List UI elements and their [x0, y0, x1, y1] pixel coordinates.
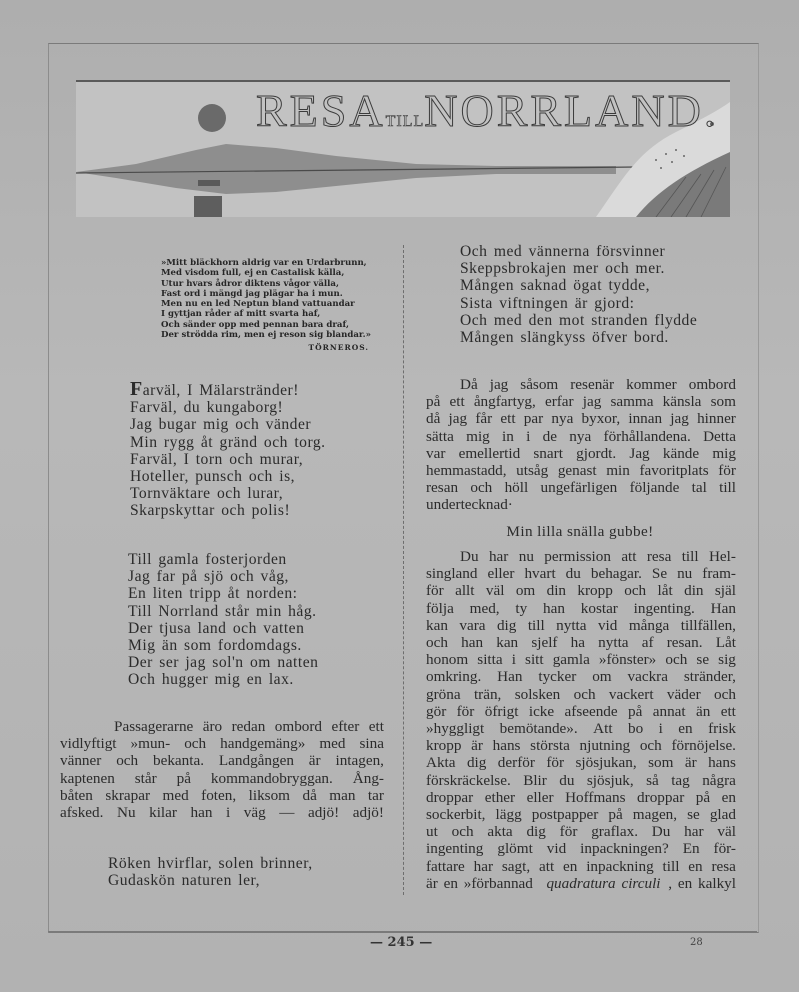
paragraph-resenar [426, 376, 736, 514]
verse-line: Tornväktare och lurar, [130, 485, 284, 503]
stanza-roken [108, 855, 313, 889]
verse-line: Jag bugar mig och vänder [130, 416, 312, 434]
verse-line: Der tjusa land och vatten [128, 619, 305, 637]
prose-line: för allt väl om din kropp och låt din själ [426, 582, 736, 600]
verse-line: Skeppsbrokajen mer och mer. [460, 260, 665, 278]
page-number: — 245 — [370, 935, 433, 950]
verse-line: Och med vännerna försvinner [460, 243, 666, 260]
prose-line: vidlyftigt »mun- och handgemäng» med sina [60, 735, 384, 753]
title-word-till: TILL [385, 113, 425, 130]
title-word-norrland: NORRLAND [424, 85, 704, 136]
epigraph-line: Med visdom full, ej en Castalisk källa, [161, 268, 345, 279]
prose-line: kaptenen står på kommandobryggan. Ång- [60, 769, 384, 787]
prose-line: förskräckelse. Blir du sjösjuk, så tag några [426, 771, 736, 789]
prose-line: undertecknad· [426, 496, 513, 514]
column-divider [403, 245, 404, 895]
prose-line: fattare har sagt, att en inpackning till en resa [426, 857, 736, 875]
verse-line: Mången slängkyss öfver bord. [460, 329, 669, 347]
verse-line: Jag far på sjö och våg, [128, 568, 289, 586]
verse-line: Röken hvirflar, solen brinner, [108, 855, 313, 872]
verse-line: Sista viftningen är gjord: [460, 294, 635, 312]
epigraph-author: TÖRNEROS. [308, 343, 369, 353]
footer-rule [48, 931, 757, 932]
verse-line: Och hugger mig en lax. [128, 671, 294, 689]
letter-salutation: Min lilla snälla gubbe! [506, 523, 654, 540]
prose-line: och han kan sjelf ha nytta af resan. Låt [426, 634, 736, 652]
title-word-resa: RESA [256, 85, 386, 136]
prose-line: honom sitta i sitt gamla »fönster» och se sig [426, 651, 736, 669]
stanza-fosterjorden [128, 551, 318, 689]
prose-line: »hyggligt bemötande». Att bo i en frisk [426, 720, 736, 738]
verse-line: Farväl, du kungaborg! [130, 399, 284, 417]
epigraph-line: Der strödda rim, men ej reson sig blandar.» [161, 330, 372, 341]
prose-line: Akta dig derför för sjösjukan, som är hans [426, 754, 736, 772]
verse-line: Skarpskyttar och polis! [130, 502, 291, 520]
prose-line: droppar ether eller Hoffmans droppar på en [426, 788, 736, 806]
prose-line: ut och akta dig för graflax. Du har väl [426, 823, 736, 841]
epigraph-line: »Mitt bläckhorn aldrig var en Urdarbrunn, [161, 258, 367, 268]
epigraph [161, 258, 371, 354]
prose-text: är en »förbannad [426, 874, 539, 892]
prose-line: följa med, ty han kostar ingenting. Han [426, 599, 736, 617]
epigraph-line: Och sänder opp med pennan bara draf, [161, 319, 349, 330]
prose-line [426, 875, 736, 892]
signature-mark: 28 [690, 937, 703, 948]
prose-line: omkring. Han tycker om vackra stränder, [426, 668, 736, 686]
verse-line: Mig än som fordomdags. [128, 637, 302, 655]
paragraph-passagerarne [60, 718, 384, 821]
verse-line: Till gamla fosterjorden [128, 551, 287, 568]
prose-line: då jag får ett par nya byxor, innan jag hinner [426, 410, 736, 428]
article-title [256, 84, 718, 137]
prose-line: båten skrapar med foten, liksom då man tar [60, 786, 384, 804]
prose-line: singland eller hvart du behagar. Se nu fram- [426, 565, 736, 583]
title-banner [76, 80, 730, 217]
paragraph-permission [426, 548, 736, 892]
drop-cap: F [130, 378, 143, 400]
epigraph-line: Fast ord i mängd jag plägar ha i mun. [161, 288, 343, 299]
prose-line: hemmastadd, utsåg genast min favoritplats för [426, 462, 736, 480]
title-period: . [703, 85, 719, 136]
prose-line: resan och höll ungefärligen följande tal till [426, 479, 736, 497]
verse-line: Gudaskön naturen ler, [108, 872, 261, 890]
prose-line: ingenting glömt vid inpackningen? En för- [426, 840, 736, 858]
verse-line: Mången saknad ögat tydde, [460, 277, 650, 295]
verse-line: Och med den mot stranden flydde [460, 311, 698, 329]
stanza-vannerna [460, 243, 697, 346]
latin-phrase: quadratura circuli [546, 874, 661, 892]
verse-line [130, 378, 326, 400]
verse-line-text: arväl, I Mälarstränder! [142, 382, 299, 399]
prose-line: gröna trän, solsken och vackert väder och [426, 685, 736, 703]
prose-text: , en kalkyl [668, 874, 736, 892]
verse-line: Der ser jag sol'n om natten [128, 654, 319, 672]
prose-line: sätta mig in i de nya förhållandena. Detta [426, 427, 736, 445]
prose-line: kan vara dig till nytta vid många tillfällen, [426, 616, 736, 634]
verse-line: Till Norrland står min håg. [128, 602, 317, 620]
prose-line: vänner och bekanta. Landgången är intagen, [60, 752, 384, 770]
prose-line: kropp är hans största njutning och förnöjelse. [426, 737, 736, 755]
prose-line: var emellertid snart gjordt. Jag kände mig [426, 444, 736, 462]
epigraph-line: Men nu en led Neptun bland vattuandar [161, 299, 355, 310]
epigraph-line: I gyttjan råder af mitt svarta haf, [161, 309, 321, 320]
prose-line: Då jag såsom resenär kommer ombord [460, 376, 736, 393]
verse-line: Min rygg åt gränd och torg. [130, 433, 326, 451]
prose-line: på ett ångfartyg, erfar jag samma känsla som [426, 393, 736, 411]
verse-line: Hoteller, punsch och is, [130, 468, 296, 486]
prose-line: Du har nu permission att resa till Hel- [460, 548, 736, 565]
verse-line: Farväl, I torn och murar, [130, 450, 304, 468]
verse-line: En liten tripp åt norden: [128, 585, 298, 603]
prose-line: gör för öfrigt icke afseende på annat än ett [426, 702, 736, 720]
epigraph-line: Utur hvars ådror diktens vågor välla, [161, 278, 339, 289]
prose-line: Passagerarne äro redan ombord efter ett [114, 718, 384, 735]
stanza-farval [130, 378, 326, 520]
prose-line: sockerbit, lägg postpapper på magen, se glad [426, 806, 736, 824]
prose-line: afsked. Nu kilar han i väg — adjö! adjö! [60, 804, 384, 822]
